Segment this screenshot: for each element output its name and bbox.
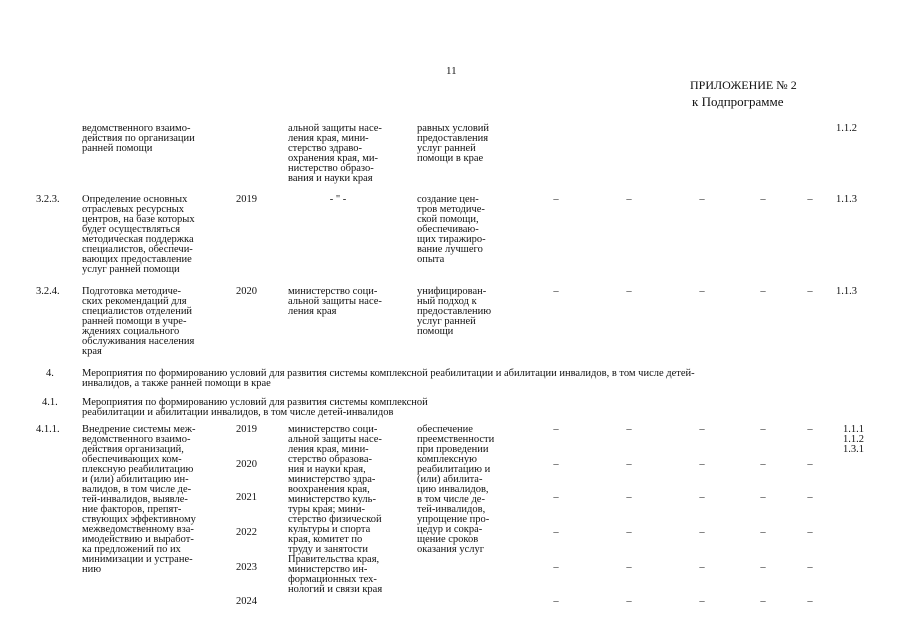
- row-411-dash: –: [807, 527, 813, 538]
- row-411-dash: –: [807, 596, 813, 607]
- row-323-dash: –: [553, 194, 559, 205]
- row-323-executor: - " -: [329, 194, 347, 205]
- row-411-number: 4.1.1.: [36, 424, 60, 435]
- row-411-name: Внедрение системы меж- ведомственного взаимо- действия организаций, обеспечивающих ком- плексную реабилитацию и (или) абилитацию ин- валидов, в том числе де- тей-инвалидов, выявле- ние факторов, препят- ствующих эффективному межведомственному вза- имодействию и выработ- ка предложений по их минимизации и устране- нию: [82, 424, 196, 575]
- row-411-dash: –: [699, 596, 705, 607]
- cont-row-result: равных условий предоставления услуг ранней помощи в крае: [417, 123, 490, 164]
- cont-row-indicator: 1.1.2: [836, 123, 857, 134]
- row-411-year: 2023: [236, 562, 257, 573]
- appendix-title: ПРИЛОЖЕНИЕ № 2: [690, 78, 797, 92]
- section-41-title: Мероприятия по формированию условий для развития системы комплексной реабилитации и абилитации инвалидов, в том числе детей-инвалидов: [82, 397, 428, 418]
- row-411-dash: –: [760, 424, 766, 435]
- row-323-indicator: 1.1.3: [836, 194, 857, 205]
- row-411-dash: –: [760, 492, 766, 503]
- row-411-dash: –: [553, 527, 559, 538]
- row-411-dash: –: [699, 562, 705, 573]
- row-411-year: 2022: [236, 527, 257, 538]
- row-411-dash: –: [760, 562, 766, 573]
- row-411-dash: –: [807, 492, 813, 503]
- section-4-number: 4.: [46, 368, 54, 379]
- row-323-dash: –: [626, 194, 632, 205]
- row-411-result: обеспечение преемственности при проведении комплексную реабилитацию и (или) абилита- цию инвалидов, в том числе де- тей-инвалидов, упрощение про- цедур и сокра- щение сроков оказания услуг: [417, 424, 495, 555]
- row-411-year: 2020: [236, 459, 257, 470]
- row-324-result: унифицирован- ный подход к предоставлению услуг ранней помощи: [417, 286, 492, 337]
- row-411-dash: –: [553, 562, 559, 573]
- row-324-year: 2020: [236, 286, 257, 297]
- row-411-dash: –: [699, 527, 705, 538]
- row-411-dash: –: [699, 492, 705, 503]
- row-323-result: создание цен- тров методиче- ской помощи, обеспечиваю- щих тиражиро- вание лучшего опыта: [417, 194, 486, 265]
- row-323-number: 3.2.3.: [36, 194, 60, 205]
- row-324-number: 3.2.4.: [36, 286, 60, 297]
- row-411-dash: –: [553, 492, 559, 503]
- cont-row-executor: альной защиты насе- ления края, мини- стерство здраво- охранения края, ми- нистерство образо- вания и науки края: [288, 123, 382, 184]
- row-411-dash: –: [699, 424, 705, 435]
- row-324-dash: –: [553, 286, 559, 297]
- row-411-dash: –: [626, 459, 632, 470]
- row-324-indicator: 1.1.3: [836, 286, 857, 297]
- row-411-dash: –: [626, 492, 632, 503]
- row-411-dash: –: [626, 596, 632, 607]
- row-324-name: Подготовка методиче- ских рекомендаций для специалистов отделений ранней помощи в учре- ждениях социального обслуживания населения края: [82, 286, 195, 357]
- appendix-subtitle: к Подпрограмме: [692, 94, 784, 109]
- row-411-dash: –: [760, 459, 766, 470]
- row-411-year: 2021: [236, 492, 257, 503]
- row-411-dash: –: [626, 424, 632, 435]
- row-411-dash: –: [760, 596, 766, 607]
- cont-row-name: ведомственного взаимо- действия по организации ранней помощи: [82, 123, 195, 154]
- row-411-dash: –: [626, 527, 632, 538]
- row-411-dash: –: [760, 527, 766, 538]
- row-411-dash: –: [699, 459, 705, 470]
- row-324-dash: –: [807, 286, 813, 297]
- row-411-dash: –: [626, 562, 632, 573]
- row-411-dash: –: [553, 424, 559, 435]
- row-411-dash: –: [807, 562, 813, 573]
- row-323-dash: –: [807, 194, 813, 205]
- row-411-dash: –: [807, 424, 813, 435]
- row-411-year: 2024: [236, 596, 257, 607]
- row-324-executor: министерство соци- альной защиты насе- ления края: [288, 286, 382, 317]
- row-411-dash: –: [807, 459, 813, 470]
- row-324-dash: –: [760, 286, 766, 297]
- row-411-dash: –: [553, 459, 559, 470]
- row-323-dash: –: [699, 194, 705, 205]
- row-323-year: 2019: [236, 194, 257, 205]
- page-number: 11: [446, 65, 457, 77]
- row-411-year: 2019: [236, 424, 257, 435]
- row-323-name: Определение основных отраслевых ресурсных центров, на базе которых будет осуществляться методическая поддержка специалистов, обеспечи- вающих предоставление услуг ранней помощи: [82, 194, 195, 275]
- row-411-indicators: 1.1.1 1.1.2 1.3.1: [843, 424, 864, 455]
- row-411-executor: министерство соци- альной защиты насе- ления края, мини- стерство образова- ния и науки края, министерство здра- воохранения края, министерство куль- туры края; мини- стерство физической культуры и спорта края, комитет по труду и занятости Правительства края, министерство ин- формационных тех- нологий и связи края: [288, 424, 383, 595]
- row-323-dash: –: [760, 194, 766, 205]
- row-324-dash: –: [699, 286, 705, 297]
- section-4-title: Мероприятия по формированию условий для развития системы комплексной реабилитации и абилитации инвалидов, в том числе детей- инвалидов, а также ранней помощи в крае: [82, 368, 695, 389]
- section-41-number: 4.1.: [42, 397, 58, 408]
- row-411-dash: –: [553, 596, 559, 607]
- row-324-dash: –: [626, 286, 632, 297]
